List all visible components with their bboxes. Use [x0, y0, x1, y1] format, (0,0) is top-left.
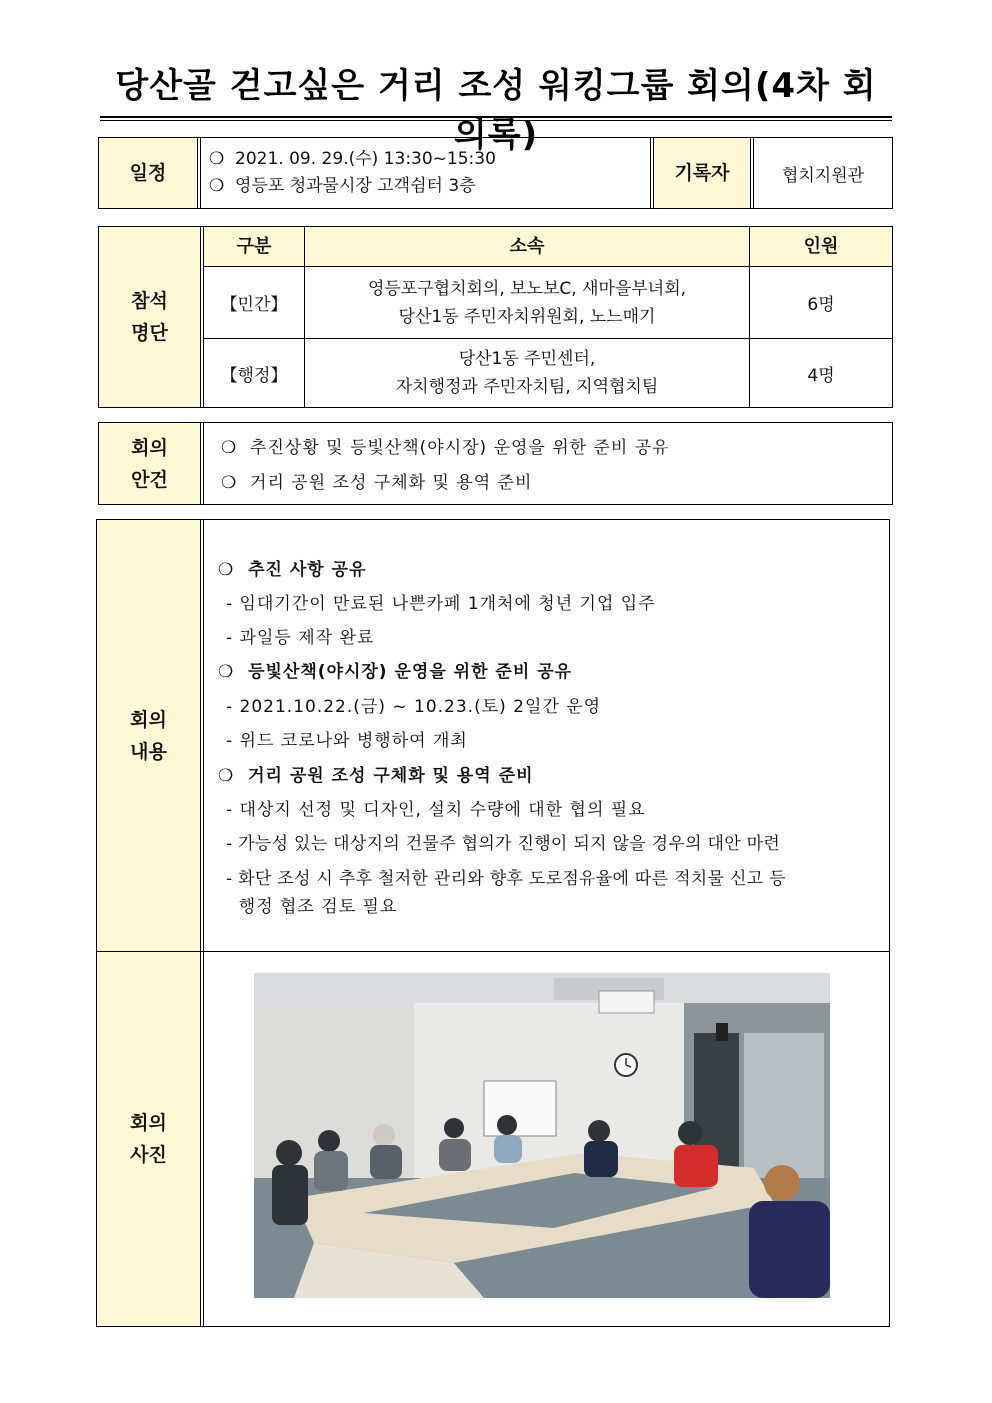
section-heading: ❍ 추진 사항 공유: [218, 560, 367, 580]
row-admin-type: 【행정】: [220, 365, 288, 386]
schedule-lines: [209, 146, 639, 200]
row-admin-count: 4명: [807, 365, 835, 386]
attendees-label-line2: 명단: [131, 322, 168, 344]
section-heading: ❍ 등빛산책(야시장) 운영을 위한 준비 공유: [218, 662, 573, 682]
col-header-type: 구분: [204, 227, 304, 266]
section-item: - 화단 조성 시 추후 철저한 관리와 향후 도로점유율에 따른 적치물 신고 등: [226, 869, 786, 889]
divider: [200, 520, 204, 1326]
attendees-label: [99, 227, 200, 407]
row-admin-org: [305, 339, 749, 407]
agenda-item: ❍ 거리 공원 조성 구체화 및 용역 준비: [221, 473, 533, 493]
org-line: 영등포구협치회의, 보노보C, 새마을부녀회,: [367, 278, 687, 299]
section-item: - 대상지 선정 및 디자인, 설치 수량에 대한 협의 필요: [226, 800, 646, 820]
content-label-line2: 내용: [130, 740, 167, 763]
row-private-count: 6명: [807, 295, 835, 315]
schedule-date: ❍ 2021. 09. 29.(수) 13:30~15:30: [209, 149, 496, 169]
agenda-label-line1: 회의: [131, 436, 168, 459]
schedule-box: [98, 137, 893, 209]
schedule-label: 일정: [99, 138, 197, 208]
photo-label-line2: 사진: [130, 1144, 167, 1166]
row-divider: [97, 951, 889, 952]
agenda-box: [98, 422, 893, 505]
section-heading: ❍ 거리 공원 조성 구체화 및 용역 준비: [218, 766, 534, 786]
photo-label-line1: 회의: [130, 1112, 167, 1134]
col-header-org: 소속: [305, 227, 749, 266]
page-title: 당산골 걷고싶은 거리 조성 워킹그룹 회의(4차 회의록): [115, 66, 877, 155]
agenda-label: [99, 423, 200, 504]
section-item: - 위드 코로나와 병행하여 개최: [226, 731, 468, 751]
row-private-org: [305, 267, 749, 338]
attendees-box: [98, 226, 893, 408]
section-item: - 가능성 있는 대상지의 건물주 협의가 진행이 되지 않을 경우의 대안 마련: [226, 834, 781, 854]
recorder-label: 기록자: [654, 138, 750, 208]
title-underline: [100, 116, 892, 121]
agenda-item: ❍ 추진상황 및 등빛산책(야시장) 운영을 위한 준비 공유: [221, 438, 670, 458]
divider: [200, 423, 204, 504]
section-item: - 임대기간이 만료된 나쁜카페 1개처에 청년 기업 입주: [226, 594, 656, 614]
divider: [197, 138, 201, 208]
org-line: 자치행정과 주민자치팀, 지역협치팀: [395, 377, 659, 397]
section-item: 행정 협조 검토 필요: [226, 897, 398, 917]
org-line: 당산1동 주민자치위원회, 노느매기: [398, 306, 656, 327]
meeting-photo: [254, 973, 830, 1298]
col-header-count: 인원: [750, 227, 892, 266]
photo-label: [97, 952, 200, 1326]
schedule-place: ❍ 영등포 청과물시장 고객쉼터 3층: [209, 176, 476, 196]
content-label-line1: 회의: [130, 708, 167, 731]
attendees-label-line1: 참석: [131, 290, 168, 312]
section-item: - 과일등 제작 완료: [226, 628, 375, 648]
recorder-value: 협치지원관: [781, 165, 865, 186]
agenda-label-line2: 안건: [131, 468, 168, 491]
org-line: 당산1동 주민센터,: [458, 349, 596, 369]
content-label: [97, 520, 200, 951]
row-private-type: 【민간】: [220, 295, 288, 315]
section-item: - 2021.10.22.(금) ~ 10.23.(토) 2일간 운영: [226, 697, 602, 717]
